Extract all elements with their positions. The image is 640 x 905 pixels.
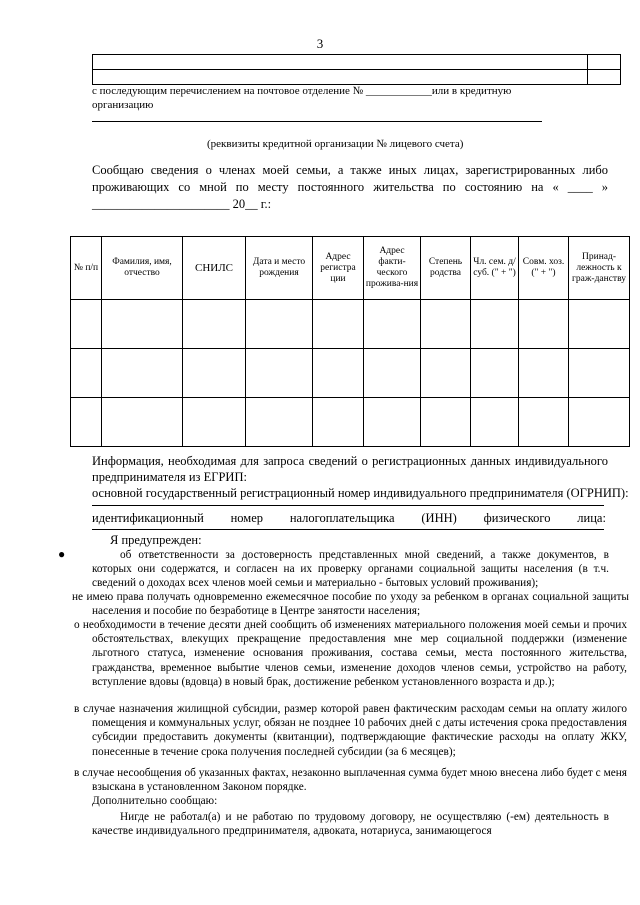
bank-caption: (реквизиты кредитной организации № лицевого счета) <box>207 138 464 150</box>
account-table <box>92 54 621 85</box>
table-cell[interactable] <box>519 300 569 349</box>
col-header-family-member: Чл. сем. д/суб. (" + ") <box>471 237 519 300</box>
table-cell[interactable] <box>246 300 313 349</box>
col-header-residence: Адрес факти-ческого прожива-ния <box>364 237 421 300</box>
ogrnip-line[interactable] <box>92 505 604 506</box>
account-cell[interactable] <box>93 55 588 70</box>
additional-heading: Дополнительно сообщаю: <box>92 795 218 807</box>
col-header-snils: СНИЛС <box>183 237 246 300</box>
paragraph-1: об ответственности за достоверность представленных мной сведений, а также документов, в которых они содержатся, и согласен на их проверку органами социальной защиты населения (в т.ч. сведений о доходах всех членов моей семьи и материально - бытовых условий проживания); <box>92 549 609 590</box>
table-cell[interactable] <box>364 300 421 349</box>
bullet-icon: ● <box>58 547 66 561</box>
col-header-relation: Степень родства <box>421 237 471 300</box>
intro-line2: проживающих со мной по месту постоянного жительства по состоянию на « ____ » <box>92 180 608 194</box>
table-cell[interactable] <box>183 398 246 447</box>
account-cell[interactable] <box>93 70 588 85</box>
table-cell[interactable] <box>569 349 630 398</box>
inn-word: физического <box>483 511 551 525</box>
table-cell[interactable] <box>313 300 364 349</box>
inn-word: (ИНН) <box>421 511 457 525</box>
postal-line-cont: организацию <box>92 99 154 111</box>
table-row <box>71 398 630 447</box>
table-cell[interactable] <box>421 349 471 398</box>
table-cell[interactable] <box>183 349 246 398</box>
table-cell[interactable] <box>471 398 519 447</box>
table-cell[interactable] <box>71 398 102 447</box>
table-cell[interactable] <box>102 300 183 349</box>
paragraph-6: Нигде не работал(а) и не работаю по трудовому договору, не осуществляю (-ем) деятельность в качестве индивидуального предпринимателя, адвоката, нотариуса, занимающегося <box>92 811 609 838</box>
table-cell[interactable] <box>71 300 102 349</box>
egrip-line2: предпринимателя из ЕГРИП: <box>92 470 247 484</box>
table-cell[interactable] <box>246 349 313 398</box>
paragraph-2: не имею права получать одновременно ежемесячное пособие по уходу за ребенком в органах социальной защиты населения и пособие по безработице в Центре занятости населения; <box>72 591 629 618</box>
table-cell[interactable] <box>102 349 183 398</box>
col-header-fullname: Фамилия, имя, отчество <box>102 237 183 300</box>
table-cell[interactable] <box>313 398 364 447</box>
table-cell[interactable] <box>364 349 421 398</box>
egrip-line3: основной государственный регистрационный номер индивидуального предпринимателя (ОГРНИП): <box>92 486 629 500</box>
table-cell[interactable] <box>569 398 630 447</box>
inn-word: идентификационный <box>92 511 204 525</box>
paragraph-5: в случае несообщения об указанных фактах, незаконно выплаченная сумма будет мною внесена либо будет с меня взыскана в установленном Законом порядке. <box>74 767 627 794</box>
table-cell[interactable] <box>364 398 421 447</box>
inn-word: номер <box>230 511 263 525</box>
inn-line <box>92 510 606 527</box>
inn-word: лица: <box>577 511 606 525</box>
page-number: 3 <box>316 36 324 51</box>
col-header-number: № п/п <box>71 237 102 300</box>
inn-word: налогоплательщика <box>289 511 395 525</box>
table-cell[interactable] <box>471 349 519 398</box>
egrip-line1: Информация, необходимая для запроса сведений о регистрационных данных индивидуального <box>92 454 608 468</box>
table-row <box>71 300 630 349</box>
col-header-birth: Дата и место рождения <box>246 237 313 300</box>
inn-line-blank[interactable] <box>92 529 604 530</box>
col-header-joint-household: Совм. хоз. (" + ") <box>519 237 569 300</box>
family-table <box>70 236 630 447</box>
intro-line1: Сообщаю сведения о членах моей семьи, а также иных лицах, зарегистрированных либо <box>92 163 608 177</box>
intro-date: ______________________ 20__ г.: <box>92 197 272 211</box>
table-cell[interactable] <box>71 349 102 398</box>
table-cell[interactable] <box>569 300 630 349</box>
paragraph-4: в случае назначения жилищной субсидии, размер которой равен фактическим расходам семьи на оплату жилого помещения и коммунальных услуг, обязан не позднее 10 рабочих дней с даты истечения срока предоставления субсидии предоставить документы (квитанции), подтверждающие фактические расходы на оплату ЖКУ, понесенные в течение срока получения последней субсидии (за 6 месяцев); <box>74 703 627 758</box>
table-cell[interactable] <box>471 300 519 349</box>
warned-heading: Я предупрежден: <box>110 533 202 547</box>
col-header-citizenship: Принад-лежность к граж-данству <box>569 237 630 300</box>
col-header-registration: Адрес регистра ции <box>313 237 364 300</box>
account-cell[interactable] <box>588 70 621 85</box>
postal-line: с последующим перечислением на почтовое отделение № ____________или в кредитную <box>92 85 512 97</box>
table-cell[interactable] <box>421 398 471 447</box>
table-cell[interactable] <box>183 300 246 349</box>
bank-details-line[interactable] <box>92 121 542 122</box>
table-header-row <box>71 237 630 300</box>
table-cell[interactable] <box>313 349 364 398</box>
account-cell[interactable] <box>588 55 621 70</box>
table-cell[interactable] <box>519 349 569 398</box>
table-row <box>71 349 630 398</box>
table-cell[interactable] <box>421 300 471 349</box>
table-cell[interactable] <box>246 398 313 447</box>
table-cell[interactable] <box>519 398 569 447</box>
paragraph-3: о необходимости в течение десяти дней сообщить об изменениях материального положения моей семьи и прочих обстоятельствах, влекущих прекращение предоставления мне мер социальной поддержки (изменение льготного статуса, изменение основания проживания, состава семьи, места постоянного жительства, гражданства, временное выбытие членов семьи, изменение доходов членов семьи, устройство на работу, вступление вдовы (вдовца) в новый брак, достижение ребенком установленного возраста и др.); <box>74 619 627 688</box>
table-cell[interactable] <box>102 398 183 447</box>
